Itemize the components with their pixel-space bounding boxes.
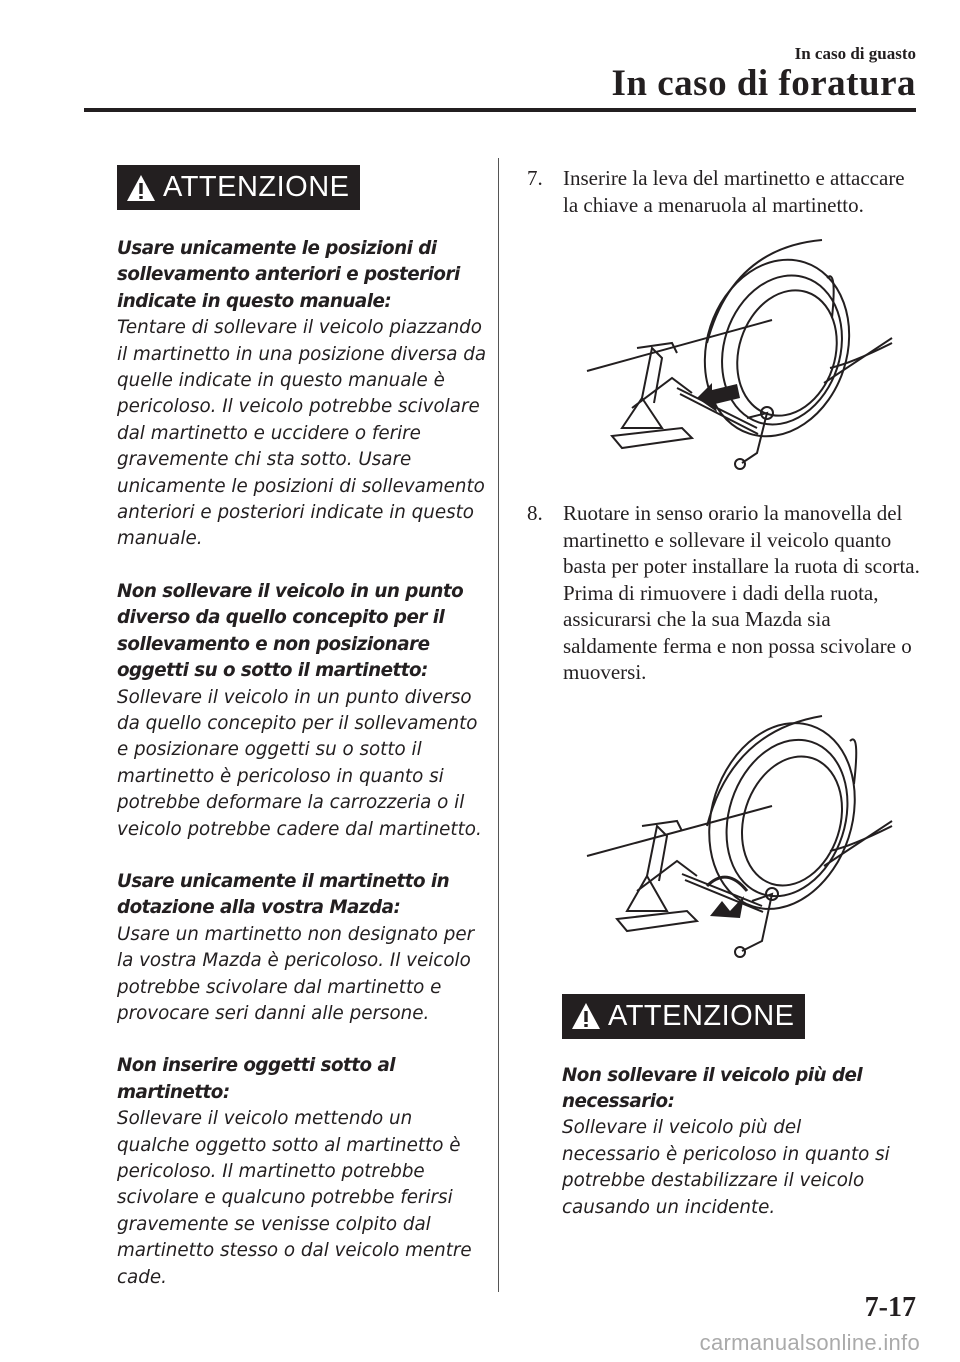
warning-section [117,869,487,1027]
warning-heading: Usare unicamente le posizioni di sollevamento anteriori e posteriori indicate in questo manuale: [117,238,460,312]
jack-lever-illustration [582,238,922,478]
page-number: 7-17 [864,1292,916,1323]
step-8 [527,500,922,686]
warning-heading: Non sollevare il veicolo più del necessario: [562,1064,863,1112]
warning-triangle-icon [570,1001,602,1031]
step-number: 8. [527,501,543,525]
watermark: carmanualsonline.info [699,1330,920,1355]
warning-text: Sollevare il veicolo in un punto diverso da quello concepito per il sollevamento e posizionare oggetti su o sotto il martinetto è pericoloso in quanto si potrebbe deformare la carrozzeria o il veicolo potrebbe cadere dal martinetto. [117,686,482,840]
step-text: Ruotare in senso orario la manovella del martinetto e sollevare il veicolo quanto basta per poter installare la ruota di scorta. Prima di rimuovere i dadi della ruota, assicurarsi che la sua Mazda sia saldamente ferma e non possa scivolare o muoversi. [563,501,920,684]
warning-heading: Usare unicamente il martinetto in dotazione alla vostra Mazda: [117,870,450,919]
warning-section [117,579,487,843]
warning-text: Sollevare il veicolo più del necessario è pericoloso in quanto si potrebbe destabilizzare il veicolo causando un incidente. [562,1117,890,1218]
section-title: In caso di guasto [794,44,916,63]
warning-text: Tentare di sollevare il veicolo piazzando il martinetto in una posizione diversa da quelle indicate in questo manuale è pericoloso. Il veicolo potrebbe scivolare dal martinetto e uccidere o ferire gravemente chi sta sotto. Usare unicamente le posizioni di sollevamento anteriori e posteriori indicate in questo manuale. [117,317,487,550]
right-column [527,165,922,1221]
warning-badge [562,994,805,1039]
warning-badge [117,165,360,210]
left-column [117,165,487,1317]
warning-heading: Non inserire oggetti sotto al martinetto: [117,1055,396,1103]
header-rule [84,108,916,112]
jack-raise-illustration [582,706,922,976]
warning-body [117,236,487,1291]
warning-text: Sollevare il veicolo mettendo un qualche oggetto sotto al martinetto è pericoloso. Il martinetto potrebbe scivolare e qualcuno potrebbe ferirsi gravemente se venisse colpito dal martinetto stesso o dal veicolo mentre cade. [117,1108,472,1288]
warning-text: Usare un martinetto non designato per la vostra Mazda è pericoloso. Il veicolo potrebbe scivolare dal martinetto e provocare seri danni alle persone. [117,923,475,1024]
warning-triangle-icon [125,173,157,203]
step-7 [527,165,922,218]
page-title: In caso di foratura [611,63,916,104]
step-text: Inserire la leva del martinetto e attaccare la chiave a menaruola al martinetto. [563,166,905,217]
warning-section [117,236,487,553]
warning-label: ATTENZIONE [163,171,350,203]
warning-label: ATTENZIONE [608,999,795,1032]
column-divider [498,158,499,1292]
warning-body [562,1063,902,1221]
warning-section [117,1053,487,1291]
warning-heading: Non sollevare il veicolo in un punto diverso da quello concepito per il sollevamento e non posizionare oggetti su o sotto il martinetto: [117,580,464,682]
step-number: 7. [527,166,543,190]
